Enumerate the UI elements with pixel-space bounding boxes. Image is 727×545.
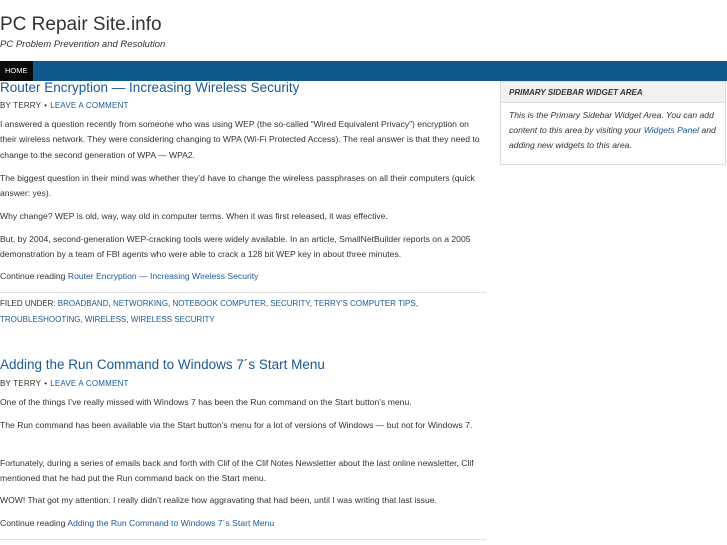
post-paragraph: The Run command has been available via the Start button’s menu for a lot of versions of Windows — but not for Windows 7. <box>0 420 473 430</box>
post-title-1[interactable]: Router Encryption — Increasing Wireless Security <box>0 80 300 95</box>
continue-reading <box>0 518 274 528</box>
category-link-networking[interactable]: NETWORKING <box>112 299 169 308</box>
sidebar-text <box>501 103 725 158</box>
separator-dot: • <box>44 379 48 388</box>
continue-reading <box>0 271 258 281</box>
navbar <box>0 61 727 81</box>
filed-under: FILED UNDER: BROADBAND, NETWORKING, NOTEBOOK COMPUTER, SECURITY, TERRY'S COMPUTER TIPS, TROUBLESHOOTING, WIRELESS, WIRELESS SECURITY <box>0 299 418 324</box>
leave-comment-link[interactable]: LEAVE A COMMENT <box>50 101 129 110</box>
continue-reading-link[interactable]: Adding the Run Command to Windows 7´s Start Menu <box>67 518 275 528</box>
sidebar-text-before: This is the Primary Sidebar Widget Area. You can add content to this area by visiting your <box>509 110 714 135</box>
nav-home[interactable]: HOME <box>0 61 33 81</box>
category-link-security[interactable]: SECURITY <box>270 299 310 308</box>
post-meta-1 <box>0 101 129 110</box>
post-paragraph: I answered a question recently from someone who was using WEP (the so-called “Wired Equivalent Privacy”) encryption on their wireless network. They were considering changing to WPA (Wi-Fi Protected Access). The real answer is that they need to change to the second generation of WPA — WPA2. <box>0 119 480 160</box>
widgets-panel-link[interactable]: Widgets Panel <box>643 125 700 135</box>
sidebar-heading: PRIMARY SIDEBAR WIDGET AREA <box>501 82 725 103</box>
post-paragraph: One of the things I’ve really missed with Windows 7 has been the Run command on the Start button’s menu. <box>0 397 412 407</box>
post-paragraph: But, by 2004, second-generation WEP-cracking tools were widely available. In an article, SmallNetBuilder reports on a 2005 demonstration by a team of FBI agents who were able to crack a 128 bit WEP key in about three minutes. <box>0 234 471 260</box>
post-paragraph: WOW! That got my attention. I really didn’t realize how aggravating that had been, until I was writing that last issue. <box>0 495 437 505</box>
separator-dot: • <box>44 101 48 110</box>
post-author[interactable]: BY TERRY <box>0 379 42 388</box>
primary-sidebar-widget <box>500 81 726 165</box>
category-link-wireless[interactable]: WIRELESS <box>84 314 127 324</box>
post-separator <box>0 292 486 293</box>
category-link-notebook-computer[interactable]: NOTEBOOK COMPUTER <box>172 299 266 308</box>
site-title[interactable]: PC Repair Site.info <box>0 14 162 35</box>
continue-reading-link[interactable]: Router Encryption — Increasing Wireless Security <box>67 271 259 281</box>
category-link-troubleshooting[interactable]: TROUBLESHOOTING <box>0 314 81 324</box>
post-paragraph: The biggest question in their mind was whether they’d have to change the wireless passphrases on all their computers (quick answer: yes). <box>0 173 475 199</box>
post-meta-2 <box>0 379 129 388</box>
post-paragraph: Why change? WEP is old, way, way old in computer terms. When it was first released, it was effective. <box>0 211 388 221</box>
category-link-broadband[interactable]: BROADBAND <box>57 299 109 308</box>
sidebar-text-after: and adding new widgets to this area. <box>509 125 716 150</box>
continue-prefix: Continue reading <box>0 518 66 528</box>
site-description: PC Problem Prevention and Resolution <box>0 39 166 50</box>
post-author[interactable]: BY TERRY <box>0 101 42 110</box>
post-separator <box>0 539 486 540</box>
category-link-wireless-security[interactable]: WIRELESS SECURITY <box>130 314 215 324</box>
continue-prefix: Continue reading <box>0 271 66 281</box>
filed-under-label: FILED UNDER: <box>0 299 56 308</box>
leave-comment-link[interactable]: LEAVE A COMMENT <box>50 379 129 388</box>
post-title-2[interactable]: Adding the Run Command to Windows 7´s Start Menu <box>0 357 325 372</box>
category-link-terrys-computer-tips[interactable]: TERRY'S COMPUTER TIPS <box>314 299 416 308</box>
post-paragraph: Fortunately, during a series of emails back and forth with Clif of the Clif Notes Newsletter about the last online newsletter, Clif mentioned that he had put the Run command back on the Start menu. <box>0 458 474 484</box>
